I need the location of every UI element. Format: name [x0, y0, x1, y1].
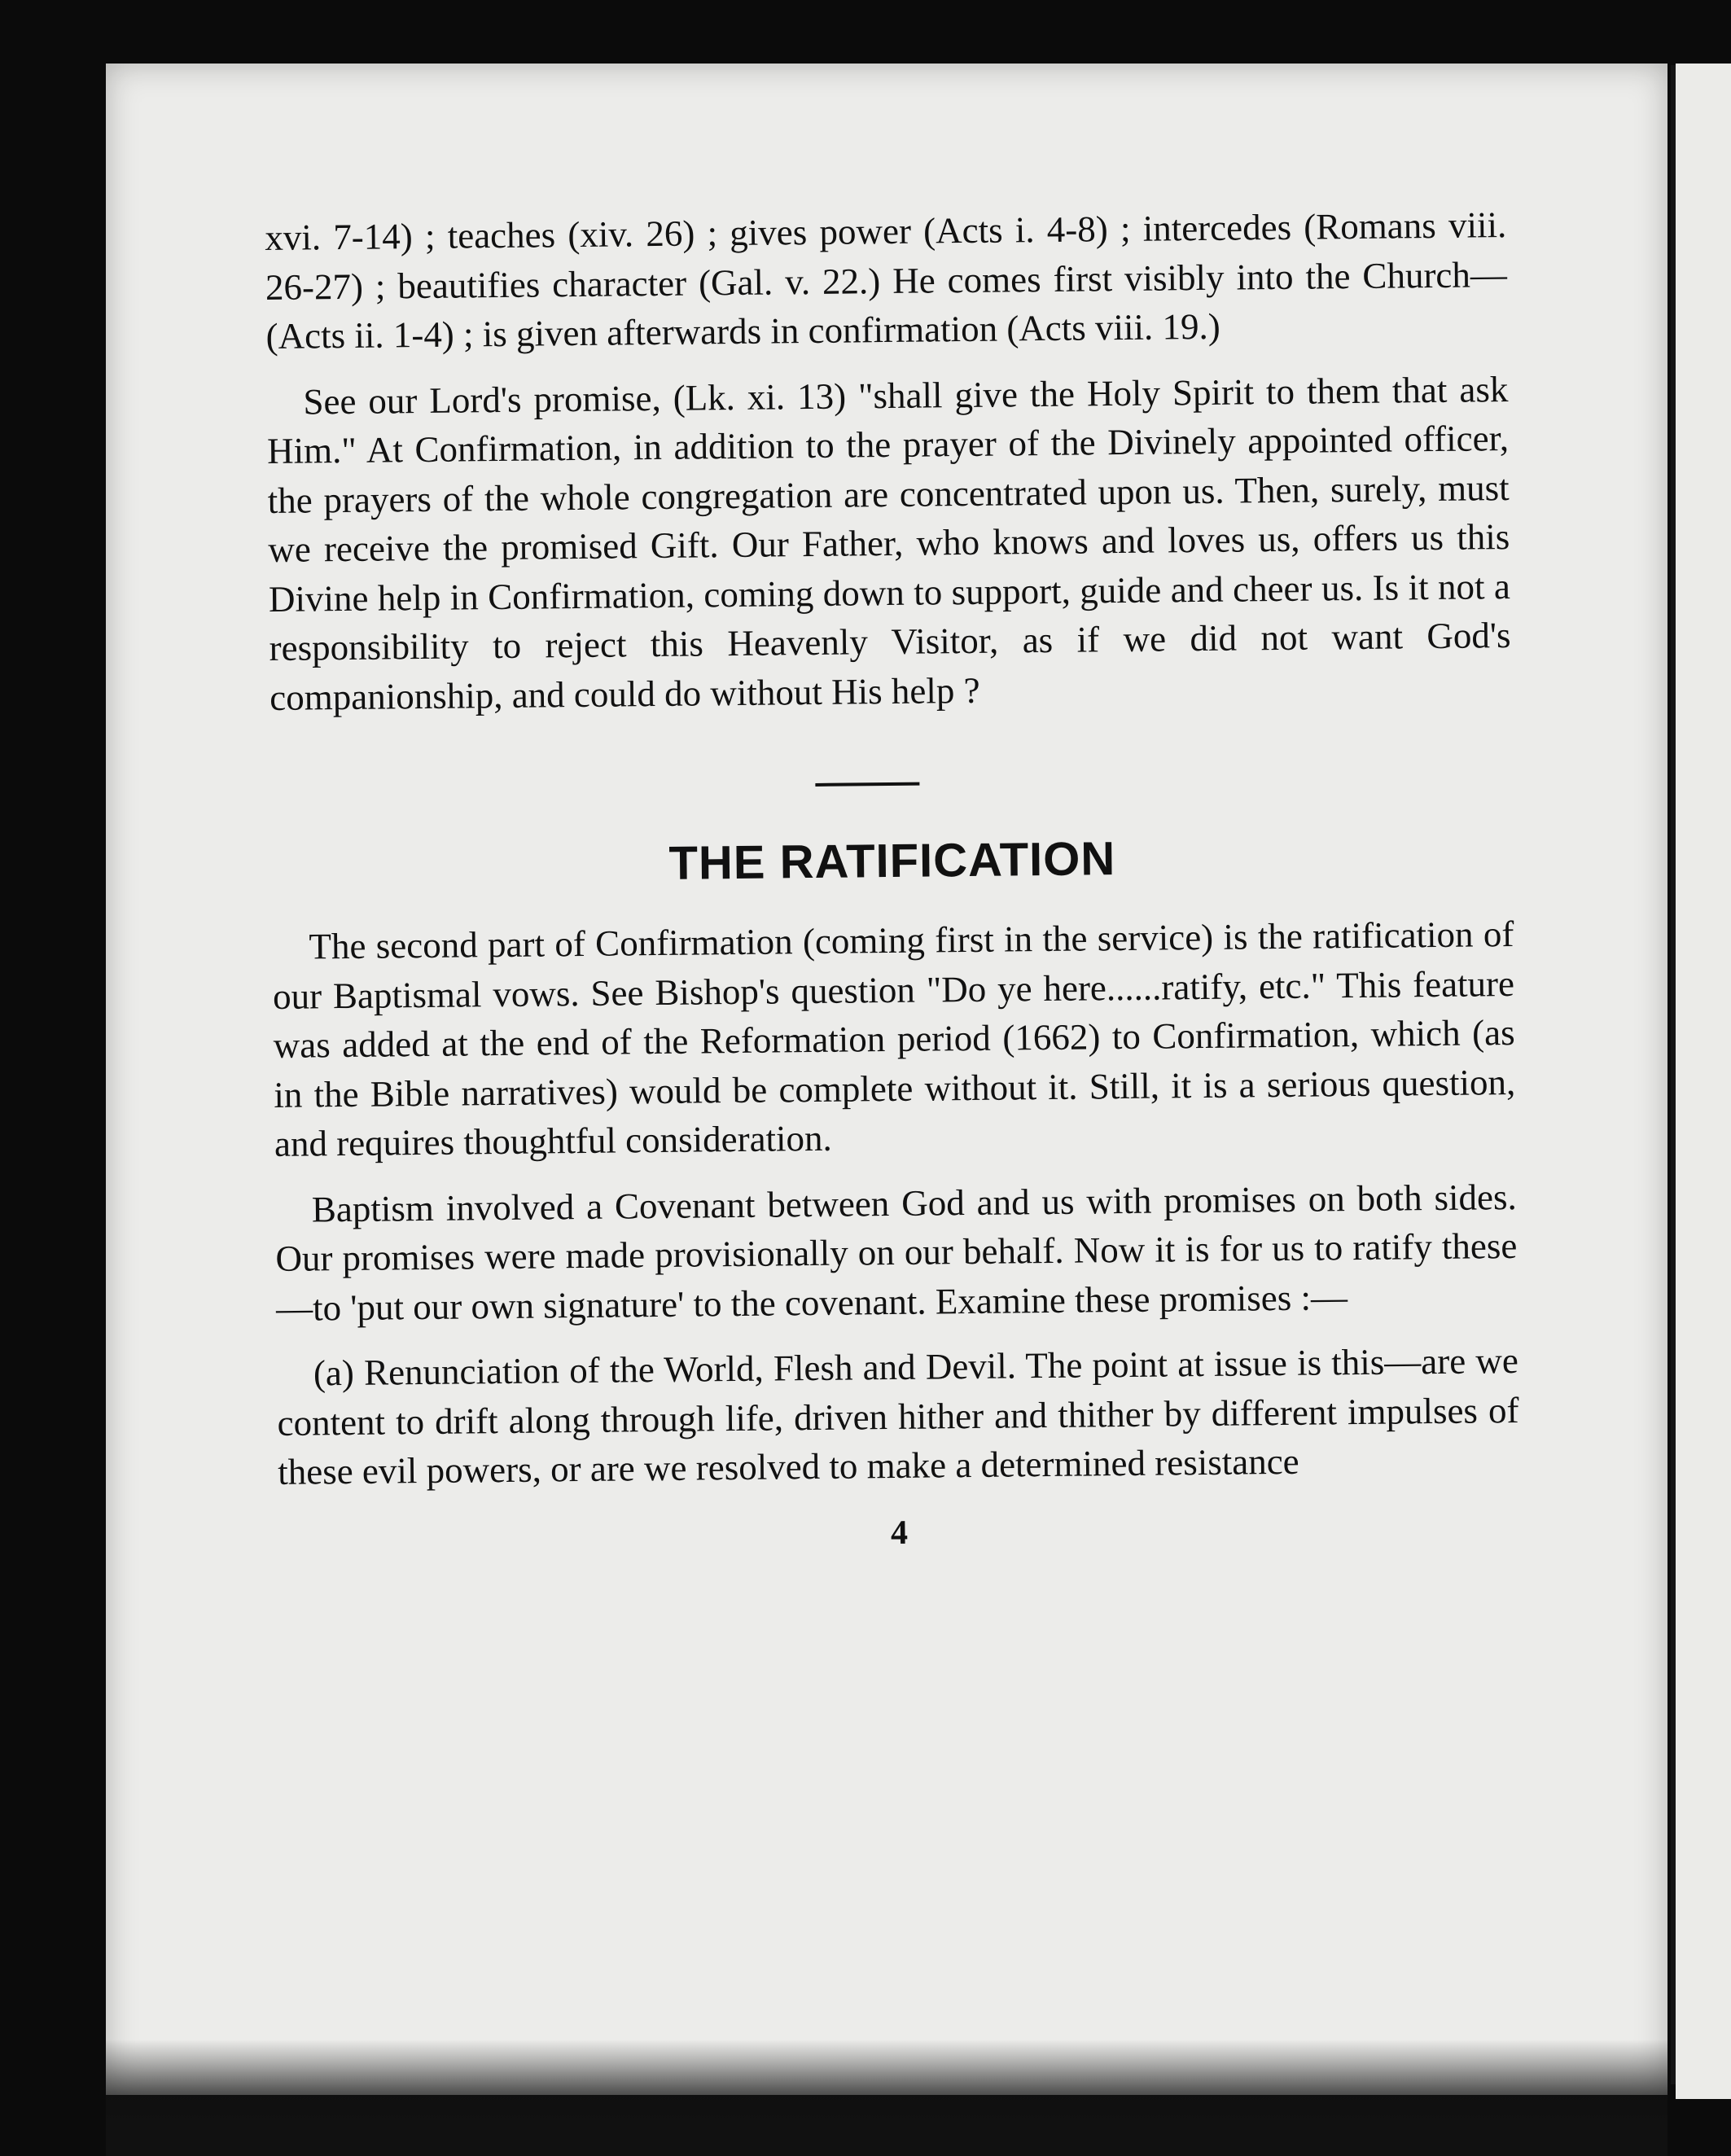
page-shadow — [106, 2040, 1667, 2156]
section-divider — [815, 782, 919, 787]
section-paragraph-2: Baptism involved a Covenant between God and us with promises on both sides. Our promises were made provisionally on our behalf. Now it is for us to ratify these—to 'put our own signature' to the covenant. Examine these promises :— — [275, 1176, 1518, 1329]
section-paragraph-3: (a) Renunciation of the World, Flesh and Devil. The point at issue is this—are we content to drift along through life, driven hither and thither by different impulses of these evil powers, or are we resolved to make a determined resistance — [277, 1339, 1519, 1492]
section-paragraph-1: The second part of Confirmation (coming first in the service) is the ratification of our Baptismal vows. See Bishop's question "Do ye here......ratify, etc." This feature was added at the end of the Reformation period (1662) to Confirmation, which (as in the Bible narratives) would be complete without it. Still, it is a serious question, and requires thoughtful consideration. — [272, 913, 1516, 1164]
intro-paragraph-1: xvi. 7-14) ; teaches (xiv. 26) ; gives power (Acts i. 4-8) ; intercedes (Romans viii. 26-27) ; beautifies character (Gal. v. 22.) He comes first visibly into the Church—(Acts ii. 1-4) ; is given afterwards in confirmation (Acts viii. 19.) — [265, 204, 1508, 357]
adjacent-page-edge — [1676, 64, 1731, 2099]
section-heading: THE RATIFICATION — [668, 832, 1116, 890]
page-text — [265, 200, 1520, 1564]
page-number: 4 — [890, 1514, 909, 1552]
intro-paragraph-2: See our Lord's promise, (Lk. xi. 13) "shall give the Holy Spirit to them that ask Him." At Confirmation, in addition to the prayer of the Divinely appointed officer, the prayers of the whole congregation are concentrated upon us. Then, surely, must we receive the promised Gift. Our Father, who knows and loves us, offers us this Divine help in Confirmation, coming down to support, guide and cheer us. Is it not a responsibility to reject this Heavenly Visitor, as if we did not want God's companionship, and could do without His help ? — [266, 368, 1511, 718]
